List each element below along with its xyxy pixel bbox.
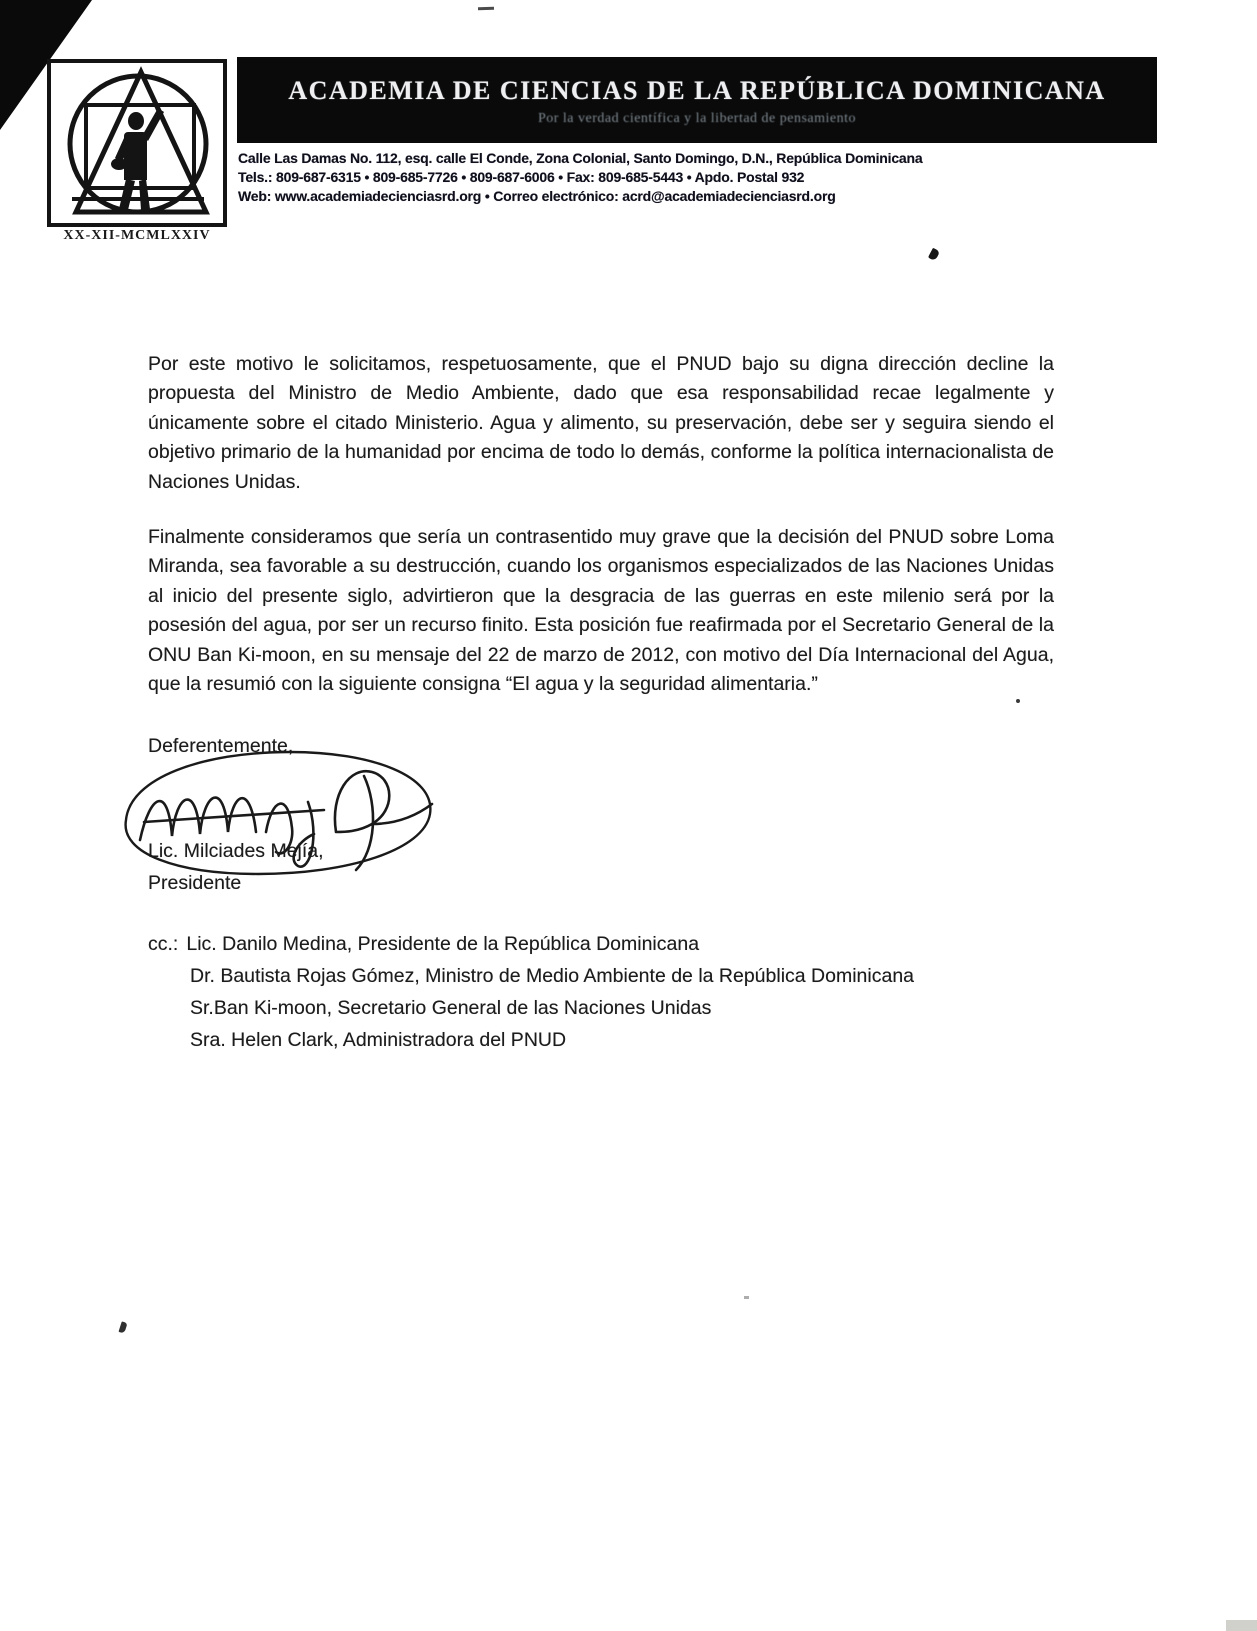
cc-recipient: Sr.Ban Ki-moon, Secretario General de las Naciones Unidas xyxy=(190,997,712,1019)
cc-recipient: Sra. Helen Clark, Administradora del PNUD xyxy=(190,1029,567,1051)
cc-block xyxy=(148,928,1088,1056)
cc-row xyxy=(148,992,1088,1024)
signatory-name: Lic. Milciades Mejía, xyxy=(148,840,324,862)
cc-recipient: Dr. Bautista Rojas Gómez, Ministro de Medio Ambiente de la República Dominicana xyxy=(190,965,915,987)
scan-artifact-smudge xyxy=(1226,1620,1257,1631)
scan-artifact-dash xyxy=(478,7,494,11)
org-name: ACADEMIA DE CIENCIAS DE LA REPÚBLICA DOMINICANA xyxy=(288,76,1106,105)
cc-row xyxy=(148,960,1088,992)
letter-paragraph-1: Por este motivo le solicitamos, respetuosamente, que el PNUD bajo su digna dirección decline la propuesta del Ministro de Medio Ambiente, dado que esa responsabilidad recae legalmente y únicamente sobre el citado Ministerio. Agua y alimento, su preservación, debe ser y seguira siendo el objetivo primario de la humanidad por encima de todo lo demás, conforme la política internacionalista de Naciones Unidas. xyxy=(148,352,1054,493)
letterhead-address xyxy=(238,149,1168,206)
letterhead-banner xyxy=(237,57,1157,143)
address-line: Calle Las Damas No. 112, esq. calle El Conde, Zona Colonial, Santo Domingo, D.N., República Dominicana xyxy=(238,150,923,166)
cc-row xyxy=(148,928,1088,960)
web-line: Web: www.academiadecienciasrd.org • Correo electrónico: acrd@academiadecienciasrd.org xyxy=(238,188,836,204)
scan-artifact-speck xyxy=(744,1296,749,1299)
letter-paragraph-2: Finalmente consideramos que sería un contrasentido muy grave que la decisión del PNUD sobre Loma Miranda, sea favorable a su destrucción, cuando los organismos especializados de las Naciones Unidas al inicio del presente siglo, advirtieron que la desgracia de las guerras en este milenio será por la posesión del agua, por ser un recurso finito. Esta posición fue reafirmada por el Secretario General de la ONU Ban Ki-moon, en su mensaje del 22 de marzo de 2012, con motivo del Día Internacional del Agua, que la resumió con la siguiente consigna “El agua y la seguridad alimentaria.” xyxy=(148,525,1054,696)
scan-artifact-comma xyxy=(928,248,940,261)
org-motto: Por la verdad científica y la libertad de pensamiento xyxy=(537,111,857,126)
valediction: Deferentemente, xyxy=(148,735,294,757)
signatory-title: Presidente xyxy=(148,872,242,894)
scan-artifact-tick xyxy=(118,1321,127,1333)
academy-logo-icon xyxy=(46,58,228,228)
cc-label: cc.: xyxy=(148,933,179,955)
phone-line: Tels.: 809-687-6315 • 809-685-7726 • 809-687-6006 • Fax: 809-685-5443 • Apdo. Postal 932 xyxy=(238,169,805,185)
founding-date: XX-XII-MCMLXXIV xyxy=(63,228,211,243)
cc-row xyxy=(148,1024,1088,1056)
cc-recipient: Lic. Danilo Medina, Presidente de la República Dominicana xyxy=(186,933,700,955)
